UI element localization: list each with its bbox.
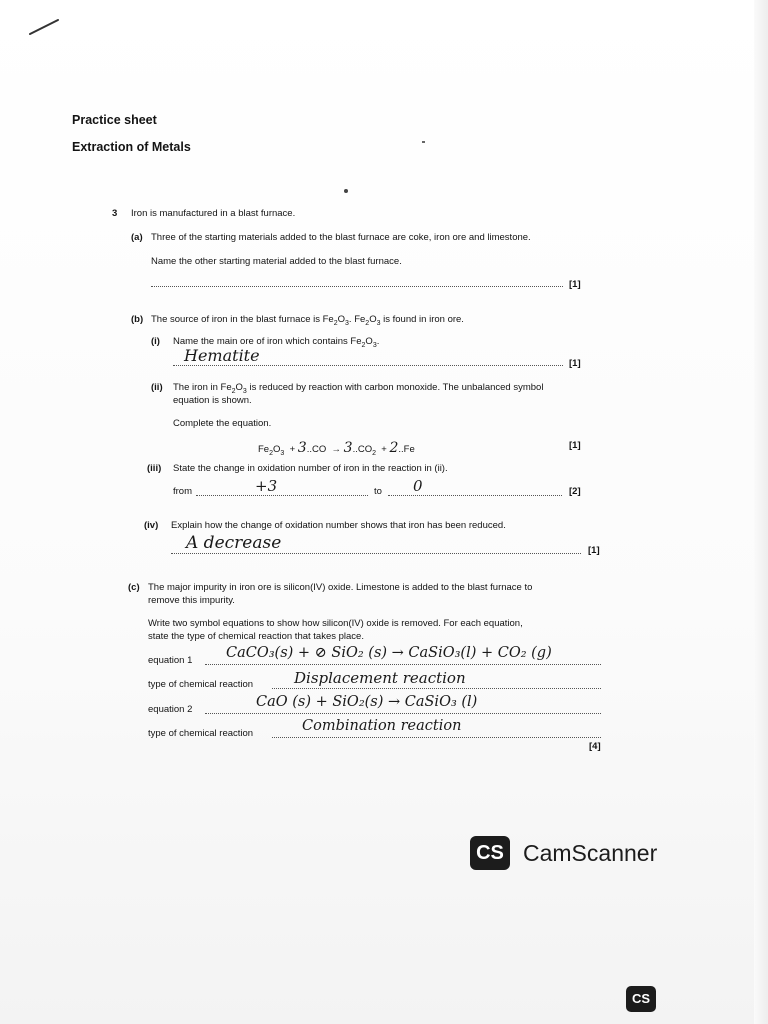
part-c-label: (c) bbox=[128, 582, 140, 593]
coefficient-co: 3 bbox=[297, 440, 307, 456]
part-a-label: (a) bbox=[131, 232, 143, 243]
answer-from: +3 bbox=[255, 477, 278, 495]
answer-line-to bbox=[388, 495, 562, 496]
equation-1-label: equation 1 bbox=[148, 655, 193, 666]
part-b-iv-text: Explain how the change of oxidation number shows that iron has been reduced. bbox=[171, 520, 506, 531]
question-number: 3 bbox=[112, 208, 118, 219]
mark-a: [1] bbox=[569, 279, 581, 290]
part-b-i-text: Name the main ore of iron which contains $Fe_2O_3$. bbox=[173, 336, 380, 349]
part-b-ii-text: The iron in $Fe_2O_3$ is reduced by reaction with carbon monoxide. The unbalanced symbol bbox=[173, 382, 544, 395]
part-b-ii-text-line2: equation is shown. bbox=[173, 395, 252, 406]
part-b-i-label: (i) bbox=[151, 336, 160, 347]
pen-mark bbox=[28, 16, 62, 38]
answer-to: 0 bbox=[413, 477, 423, 495]
mark-b-iii: [2] bbox=[569, 486, 581, 497]
answer-line-eq2 bbox=[205, 713, 601, 714]
speck bbox=[344, 189, 348, 193]
answer-type2: Combination reaction bbox=[302, 718, 462, 734]
type-1-label: type of chemical reaction bbox=[148, 679, 254, 690]
answer-line-b-iv bbox=[171, 553, 581, 554]
coefficient-fe: 2 bbox=[389, 440, 399, 456]
part-b-iv-label: (iv) bbox=[144, 520, 159, 531]
camscanner-small-logo-icon: CS bbox=[626, 986, 656, 1012]
answer-line-b-i bbox=[173, 365, 563, 366]
to-label: to bbox=[374, 486, 382, 497]
part-c-prompt-line2: state the type of chemical reaction that takes place. bbox=[148, 631, 364, 642]
type-2-label: type of chemical reaction bbox=[148, 728, 254, 739]
page-edge-shadow bbox=[754, 0, 768, 1024]
camscanner-logo-icon: CS bbox=[470, 836, 510, 870]
answer-line-from bbox=[196, 495, 368, 496]
part-a-prompt: Name the other starting material added to the blast furnace. bbox=[151, 256, 402, 267]
part-b-text: The source of iron in the blast furnace is $Fe_2O_3$. $Fe_2O_3$ is found in iron ore. bbox=[151, 314, 464, 327]
part-b-ii-prompt: Complete the equation. bbox=[173, 418, 272, 429]
part-b-ii-label: (ii) bbox=[151, 382, 163, 393]
answer-b-iv: A decrease bbox=[186, 533, 282, 553]
part-a-text: Three of the starting materials added to the blast furnace are coke, iron ore and limestone. bbox=[151, 232, 531, 243]
answer-eq2: CaO (s) + SiO₂(s) → CaSiO₃ (l) bbox=[256, 694, 478, 710]
mark-c: [4] bbox=[589, 741, 601, 752]
part-b-iii-label: (iii) bbox=[147, 463, 162, 474]
part-b-iii-text: State the change in oxidation number of iron in the reaction in (ii). bbox=[173, 463, 448, 474]
part-c-prompt-line1: Write two symbol equations to show how silicon(IV) oxide is removed. For each equation, bbox=[148, 618, 523, 629]
part-c-text-line2: remove this impurity. bbox=[148, 595, 235, 606]
part-b-label: (b) bbox=[131, 314, 144, 325]
coefficient-co2: 3 bbox=[343, 440, 353, 456]
answer-line-a bbox=[151, 286, 563, 287]
equation-b-ii: $Fe_2O_3 + 3..CO \to 3..CO_2 + 2..Fe$ bbox=[258, 440, 415, 457]
mark-b-iv: [1] bbox=[588, 545, 600, 556]
answer-eq1: CaCO₃(s) + ⊘ SiO₂ (s) → CaSiO₃(l) + CO₂ (g) bbox=[226, 645, 552, 661]
mark-b-i: [1] bbox=[569, 358, 581, 369]
question-intro: Iron is manufactured in a blast furnace. bbox=[131, 208, 296, 219]
answer-b-i: Hematite bbox=[184, 346, 260, 365]
speck bbox=[422, 141, 425, 143]
mark-b-ii: [1] bbox=[569, 440, 581, 451]
answer-line-eq1 bbox=[205, 664, 601, 665]
sheet-subtitle: Extraction of Metals bbox=[72, 140, 191, 154]
part-c-text-line1: The major impurity in iron ore is silicon(IV) oxide. Limestone is added to the blast furnace to bbox=[148, 582, 533, 593]
answer-type1: Displacement reaction bbox=[294, 669, 466, 687]
sheet-title: Practice sheet bbox=[72, 113, 157, 127]
answer-line-type1 bbox=[272, 688, 601, 689]
answer-line-type2 bbox=[272, 737, 601, 738]
camscanner-brand: CamScanner bbox=[523, 840, 658, 866]
equation-2-label: equation 2 bbox=[148, 704, 193, 715]
from-label: from bbox=[173, 486, 192, 497]
